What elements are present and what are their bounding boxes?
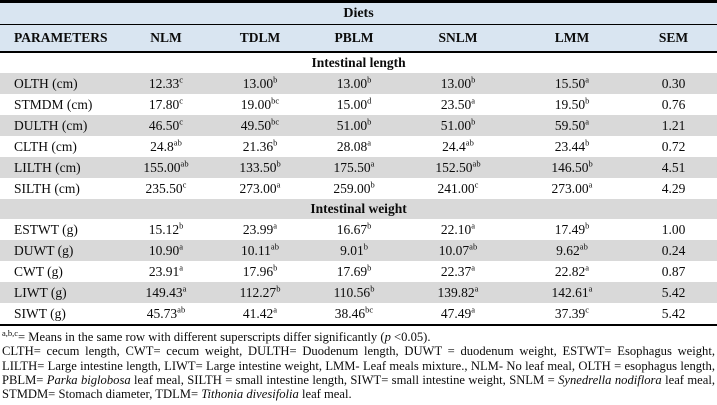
cell-value: 10.11: [241, 242, 271, 258]
table-row: [0, 261, 717, 282]
column-header-tdlm: TDLM: [214, 25, 306, 53]
value-cell: [118, 73, 214, 94]
superscript: ab: [465, 137, 474, 147]
value-cell: [402, 282, 514, 303]
value-cell: [214, 282, 306, 303]
cell-value: 10.07: [438, 242, 470, 258]
table-row: [0, 303, 717, 325]
superscript: a: [179, 262, 184, 272]
column-header-lmm: LMM: [514, 25, 630, 53]
superscript: b: [585, 95, 590, 105]
cell-value: 13.00: [336, 75, 368, 91]
value-cell: [402, 261, 514, 282]
cell-value: 13.00: [440, 75, 472, 91]
superscript: b: [367, 262, 372, 272]
superscript: a: [474, 283, 479, 293]
superscript: b: [585, 220, 590, 230]
parameter-cell: SILTH (cm): [14, 180, 80, 196]
superscript: c: [179, 116, 184, 126]
superscript: b: [276, 283, 281, 293]
value-cell: [402, 303, 514, 325]
cell-value: 0.87: [661, 263, 686, 279]
value-cell: [514, 261, 630, 282]
cell-value: 23.50: [440, 96, 472, 112]
superscript: b: [471, 116, 476, 126]
parameter-cell: CLTH (cm): [14, 138, 77, 154]
table-body: [0, 52, 717, 325]
value-cell: [514, 157, 630, 178]
superscript: a: [273, 220, 278, 230]
table-row: [0, 219, 717, 240]
value-cell: [214, 94, 306, 115]
superscript: a: [471, 262, 476, 272]
cell-value: 17.49: [554, 221, 586, 237]
cell-value: 45.73: [146, 305, 178, 321]
value-cell: [306, 219, 402, 240]
column-header-pblm: PBLM: [306, 25, 402, 53]
table-row: [0, 157, 717, 178]
cell-value: 0.24: [661, 242, 686, 258]
superscript: a: [471, 304, 476, 314]
superscript: b: [367, 74, 372, 84]
superscript: b: [471, 74, 476, 84]
superscript: a: [182, 283, 187, 293]
sem-cell: [630, 219, 717, 240]
cell-value: 23.91: [148, 263, 180, 279]
cell-value: 51.00: [440, 117, 472, 133]
sem-cell: [630, 240, 717, 261]
cell-value: 9.62: [556, 242, 580, 258]
sem-cell: [630, 94, 717, 115]
value-cell: [514, 303, 630, 325]
cell-value: 149.43: [145, 284, 183, 300]
value-cell: [306, 136, 402, 157]
superscript: b: [585, 137, 590, 147]
value-cell: [514, 219, 630, 240]
value-cell: [214, 303, 306, 325]
value-cell: [402, 157, 514, 178]
cell-value: 241.00: [437, 180, 475, 196]
superscript: bc: [365, 304, 374, 314]
superscript: b: [276, 158, 281, 168]
value-cell: [514, 136, 630, 157]
parameter-cell: STMDM (cm): [14, 96, 93, 112]
sem-cell: [630, 157, 717, 178]
parameter-cell: DULTH (cm): [0, 115, 118, 136]
superscript: a: [179, 241, 184, 251]
cell-value: 38.46: [334, 305, 366, 321]
value-cell: [514, 115, 630, 136]
column-header-row: [0, 25, 717, 53]
diets-header: Diets: [0, 2, 717, 25]
superscript: d: [367, 95, 372, 105]
parameter-cell: CWT (g): [14, 263, 63, 279]
superscript: ab: [469, 241, 478, 251]
value-cell: [118, 178, 214, 199]
value-cell: [214, 178, 306, 199]
cell-value: 24.4: [442, 138, 466, 154]
cell-value: 155.00: [143, 159, 181, 175]
column-header-nlm: NLM: [118, 25, 214, 53]
value-cell: [118, 115, 214, 136]
superscript: a: [585, 74, 590, 84]
superscript: a: [585, 116, 590, 126]
superscript: a: [471, 95, 476, 105]
footnote-line: [2, 344, 715, 401]
footnote-text: Synedrella nodiflora: [558, 373, 662, 388]
cell-value: 23.44: [554, 138, 586, 154]
cell-value: 19.50: [554, 96, 586, 112]
sem-cell: [630, 136, 717, 157]
cell-value: 24.8: [150, 138, 174, 154]
superscript: c: [182, 179, 187, 189]
cell-value: 175.50: [333, 159, 371, 175]
table-row: [0, 73, 717, 94]
cell-value: 13.00: [242, 75, 274, 91]
value-cell: [402, 115, 514, 136]
value-cell: [306, 94, 402, 115]
superscript: c: [179, 74, 184, 84]
cell-value: 0.30: [661, 75, 686, 91]
cell-value: 59.50: [554, 117, 586, 133]
superscript: b: [370, 179, 375, 189]
cell-value: 5.42: [661, 305, 686, 321]
table-row: [0, 240, 717, 261]
sem-cell: [630, 73, 717, 94]
superscript: a: [276, 179, 281, 189]
cell-value: 9.01: [340, 242, 364, 258]
superscript: c: [474, 179, 479, 189]
footnotes: [0, 326, 717, 402]
superscript: a: [588, 179, 593, 189]
value-cell: [214, 157, 306, 178]
value-cell: [118, 219, 214, 240]
value-cell: [402, 178, 514, 199]
cell-value: 47.49: [440, 305, 472, 321]
cell-value: 1.21: [661, 117, 686, 133]
superscript: b: [273, 262, 278, 272]
cell-value: 15.50: [554, 75, 586, 91]
cell-value: 17.80: [148, 96, 180, 112]
superscript: bc: [271, 95, 280, 105]
parameter-cell: LIWT (g): [0, 282, 118, 303]
cell-value: 1.00: [661, 221, 686, 237]
section-header-row: [0, 52, 717, 73]
cell-value: 46.50: [148, 117, 180, 133]
value-cell: [402, 240, 514, 261]
sem-cell: [630, 261, 717, 282]
footnote-text: = Means in the same row with different superscripts differ significantly (: [18, 330, 385, 344]
value-cell: [118, 240, 214, 261]
superscript: a: [588, 283, 593, 293]
superscript: a: [471, 220, 476, 230]
cell-value: 133.50: [239, 159, 277, 175]
value-cell: [306, 178, 402, 199]
parameter-cell: LILTH (cm): [0, 157, 118, 178]
cell-value: 21.36: [242, 138, 274, 154]
superscript: ab: [472, 158, 481, 168]
superscript: b: [273, 137, 278, 147]
superscript: b: [370, 283, 375, 293]
footnote-text: CLTH= cecum length, CWT= cecum weight, DULTH= Duodenum length, DUWT = duodenum weight, ESTWT= Esophagus weight, LILTH= Large intestine length, LIWT= Large intestine weight, LMM- Leaf meals mixture., NLM- No leaf meal, OLTH = esophagus length, PBLM=: [2, 344, 715, 388]
superscript: ab: [177, 304, 186, 314]
value-cell: [306, 73, 402, 94]
value-cell: [514, 282, 630, 303]
table-row: [0, 282, 717, 303]
value-cell: [306, 261, 402, 282]
superscript: a: [585, 262, 590, 272]
superscript: b: [588, 158, 593, 168]
section-title: Intestinal length: [311, 55, 406, 70]
value-cell: [306, 282, 402, 303]
value-cell: [306, 115, 402, 136]
cell-value: 259.00: [333, 180, 371, 196]
value-cell: [214, 73, 306, 94]
parameter-cell: DUWT (g): [0, 240, 118, 261]
cell-value: 41.42: [242, 305, 274, 321]
cell-value: 110.56: [333, 284, 371, 300]
footnote-text: Tithonia divesifolia: [201, 387, 299, 402]
cell-value: 28.08: [336, 138, 368, 154]
footnote-text: Parka biglobosa: [46, 373, 131, 388]
cell-value: 15.00: [336, 96, 368, 112]
value-cell: [214, 240, 306, 261]
superscript: bc: [271, 116, 280, 126]
column-header-sem: SEM: [630, 25, 717, 53]
footnote-text: <0.05).: [390, 330, 431, 344]
table-row: [0, 178, 717, 199]
cell-value: 22.82: [554, 263, 586, 279]
value-cell: [402, 219, 514, 240]
cell-value: 0.72: [661, 138, 686, 154]
cell-value: 16.67: [336, 221, 368, 237]
value-cell: [306, 240, 402, 261]
cell-value: 5.42: [661, 284, 686, 300]
section-header-row: [0, 199, 717, 219]
cell-value: 146.50: [551, 159, 589, 175]
cell-value: 0.76: [661, 96, 686, 112]
table-row: [0, 115, 717, 136]
table-row: [0, 136, 717, 157]
cell-value: 17.96: [242, 263, 274, 279]
value-cell: [514, 94, 630, 115]
table-row: [0, 94, 717, 115]
cell-value: 273.00: [239, 180, 277, 196]
parameter-cell: SIWT (g): [14, 305, 66, 321]
superscript: b: [273, 74, 278, 84]
cell-value: 17.69: [336, 263, 368, 279]
value-cell: [514, 178, 630, 199]
superscript: b: [179, 220, 184, 230]
cell-value: 10.90: [148, 242, 180, 258]
cell-value: 19.00: [240, 96, 272, 112]
sem-cell: [630, 303, 717, 325]
superscript: ab: [180, 158, 189, 168]
section-title: Intestinal weight: [0, 199, 717, 219]
value-cell: [514, 240, 630, 261]
superscript: a: [273, 304, 278, 314]
value-cell: [214, 261, 306, 282]
value-cell: [118, 94, 214, 115]
superscript: ab: [579, 241, 588, 251]
footnote-text: leaf meal.: [298, 387, 352, 402]
cell-value: 112.27: [239, 284, 277, 300]
cell-value: 273.00: [551, 180, 589, 196]
superscript: c: [179, 95, 184, 105]
value-cell: [306, 303, 402, 325]
superscript: a: [370, 158, 375, 168]
footnote-text: leaf meal, STMDM= Stomach diameter, TDLM=: [2, 373, 715, 402]
superscript: c: [585, 304, 590, 314]
cell-value: 49.50: [240, 117, 272, 133]
value-cell: [118, 282, 214, 303]
value-cell: [118, 261, 214, 282]
footnote-text: leaf meal, SILTH = small intestine length, SIWT= small intestine weight, SNLM =: [130, 373, 559, 388]
value-cell: [214, 219, 306, 240]
parameter-cell: ESTWT (g): [14, 221, 78, 237]
value-cell: [402, 94, 514, 115]
cell-value: 4.29: [661, 180, 686, 196]
parameter-cell: OLTH (cm): [0, 73, 118, 94]
value-cell: [118, 303, 214, 325]
superscript: b: [363, 241, 368, 251]
footnote-line: [2, 327, 715, 344]
superscript: a: [367, 137, 372, 147]
cell-value: 22.37: [440, 263, 472, 279]
value-cell: [118, 157, 214, 178]
column-header-parameters: PARAMETERS: [0, 25, 118, 53]
column-header-snlm: SNLM: [402, 25, 514, 53]
value-cell: [214, 136, 306, 157]
value-cell: [402, 73, 514, 94]
cell-value: 235.50: [145, 180, 183, 196]
cell-value: 12.33: [148, 75, 180, 91]
value-cell: [118, 136, 214, 157]
cell-value: 37.39: [554, 305, 586, 321]
diets-header-row: [0, 2, 717, 25]
superscript: ab: [270, 241, 279, 251]
footnote-superscript: a,b,c: [2, 327, 19, 338]
cell-value: 142.61: [551, 284, 589, 300]
superscript: ab: [173, 137, 182, 147]
value-cell: [306, 157, 402, 178]
cell-value: 4.51: [661, 159, 686, 175]
superscript: b: [367, 116, 372, 126]
superscript: b: [367, 220, 372, 230]
footnote-text: p: [384, 330, 391, 344]
cell-value: 15.12: [148, 221, 180, 237]
cell-value: 152.50: [435, 159, 473, 175]
sem-cell: [630, 178, 717, 199]
sem-cell: [630, 115, 717, 136]
cell-value: 23.99: [242, 221, 274, 237]
value-cell: [402, 136, 514, 157]
cell-value: 22.10: [440, 221, 472, 237]
value-cell: [514, 73, 630, 94]
cell-value: 51.00: [336, 117, 368, 133]
cell-value: 139.82: [437, 284, 475, 300]
sem-cell: [630, 282, 717, 303]
value-cell: [214, 115, 306, 136]
